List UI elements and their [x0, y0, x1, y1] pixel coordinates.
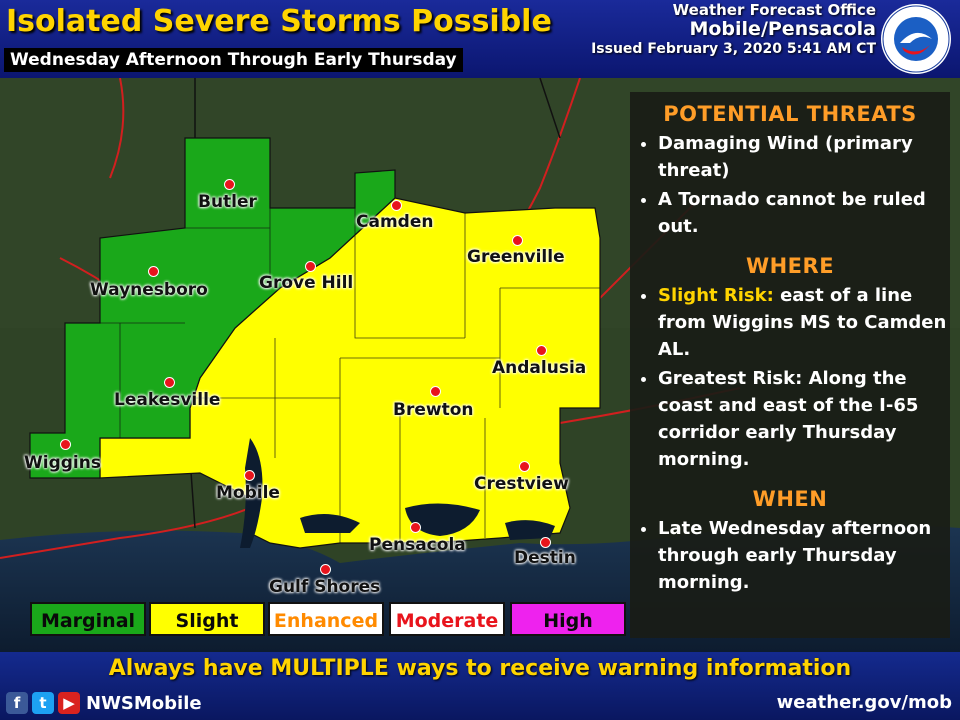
city-label-waynesboro: Waynesboro: [90, 280, 208, 300]
city-label-andalusia: Andalusia: [492, 358, 587, 378]
city-label-grove-hill: Grove Hill: [259, 273, 354, 293]
office-line1: Weather Forecast Office: [672, 1, 876, 19]
city-label-crestview: Crestview: [474, 474, 569, 494]
city-label-gulf-shores: Gulf Shores: [269, 577, 381, 597]
city-dot: [512, 235, 523, 246]
map-subtitle: Wednesday Afternoon Through Early Thursday: [4, 48, 463, 72]
city-dot: [305, 261, 316, 272]
city-label-brewton: Brewton: [393, 400, 474, 420]
city-dot: [540, 537, 551, 548]
city-label-greenville: Greenville: [467, 247, 565, 267]
legend-moderate: Moderate: [389, 602, 505, 636]
when-item: • Late Wednesday afternoon through early Thursday morning.: [658, 515, 950, 596]
nws-logo-icon: [880, 3, 952, 75]
issued-time: Issued February 3, 2020 5:41 AM CT: [591, 41, 876, 58]
slight-risk-label: Slight Risk:: [658, 285, 774, 306]
city-dot: [430, 386, 441, 397]
city-label-butler: Butler: [198, 192, 257, 212]
office-line2: Mobile/Pensacola: [689, 18, 876, 41]
legend-high: High: [510, 602, 626, 636]
legend-enhanced: Enhanced: [268, 602, 384, 636]
city-dot: [410, 522, 421, 533]
youtube-icon[interactable]: ▶: [58, 692, 80, 714]
city-label-mobile: Mobile: [216, 483, 280, 503]
city-dot: [519, 461, 530, 472]
city-dot: [164, 377, 175, 388]
when-heading: WHEN: [752, 487, 828, 511]
city-dot: [391, 200, 402, 211]
where-heading: WHERE: [745, 254, 835, 278]
threats-heading: POTENTIAL THREATS: [663, 102, 917, 126]
threat-item: • Damaging Wind (primary threat): [658, 130, 950, 184]
info-panel: [630, 92, 950, 638]
warning-reminder: Always have MULTIPLE ways to receive warning information: [108, 656, 852, 681]
office-info: [591, 2, 876, 57]
footer: [0, 652, 960, 720]
where-list: [630, 282, 950, 473]
city-dot: [224, 179, 235, 190]
city-dot: [60, 439, 71, 450]
header: [0, 0, 960, 78]
city-label-destin: Destin: [514, 548, 576, 568]
map-title: Isolated Severe Storms Possible: [6, 4, 552, 39]
city-dot: [244, 470, 255, 481]
where-item: [658, 282, 950, 363]
social-handle[interactable]: NWSMobile: [86, 692, 202, 714]
legend-marginal: Marginal: [30, 602, 146, 636]
threats-list: [630, 130, 950, 240]
social-links: [6, 692, 202, 714]
city-label-pensacola: Pensacola: [369, 535, 466, 555]
city-dot: [148, 266, 159, 277]
city-label-wiggins: Wiggins: [24, 453, 101, 473]
legend-slight: Slight: [149, 602, 265, 636]
when-list: [630, 515, 950, 596]
city-dot: [536, 345, 547, 356]
city-label-camden: Camden: [356, 212, 434, 232]
facebook-icon[interactable]: f: [6, 692, 28, 714]
twitter-icon[interactable]: t: [32, 692, 54, 714]
website-link[interactable]: weather.gov/mob: [776, 692, 952, 713]
where-item: • Greatest Risk: Along the coast and east of the I-65 corridor early Thursday morning.: [658, 365, 950, 473]
city-dot: [320, 564, 331, 575]
threat-item: • A Tornado cannot be ruled out.: [658, 186, 950, 240]
where-item-text: east of a line from Wiggins MS to Camden AL.: [658, 285, 947, 360]
city-label-leakesville: Leakesville: [114, 390, 221, 410]
